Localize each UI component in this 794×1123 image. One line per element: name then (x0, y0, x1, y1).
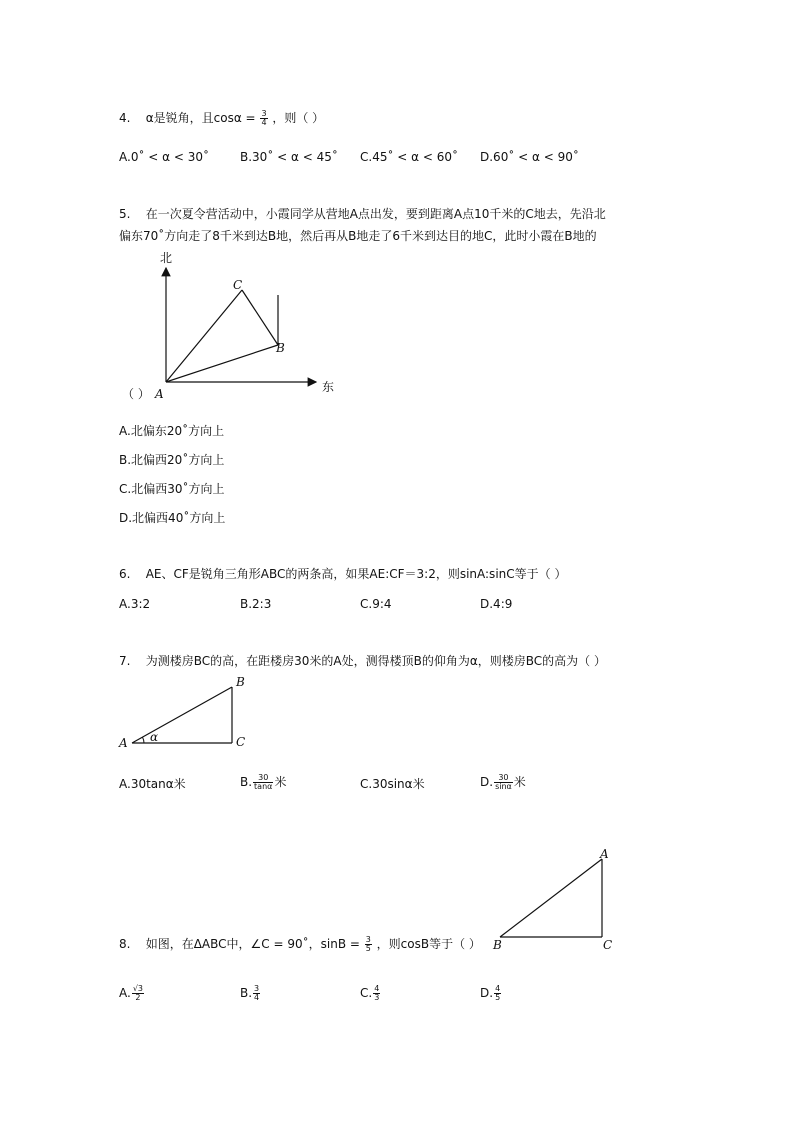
q5-label-a: A (155, 387, 164, 401)
q5-label-b: B (276, 341, 285, 355)
q6-option-a[interactable]: A.3:2 (119, 597, 151, 611)
q6-number: 6. (119, 567, 131, 581)
q7-text: 为测楼房BC的高，在距楼房30米的A处，测得楼顶B的仰角为α，则楼房BC的高为（ ） (145, 654, 606, 668)
q8-label-a: A (600, 847, 609, 861)
q8-label-b: B (493, 938, 502, 952)
q8-option-c-fraction: $\frac{4}{3}$ (374, 984, 380, 1002)
q5-option-b[interactable]: B.北偏西20˚方向上 (119, 453, 225, 467)
q5-label-c: C (233, 278, 243, 292)
q7-label-alpha: α (150, 730, 159, 744)
q8-option-a-fraction: $\frac{√3}{2}$ (132, 984, 143, 1002)
q4-number: 4. (119, 111, 131, 125)
q5-option-a[interactable]: A.北偏东20˚方向上 (119, 424, 225, 438)
q5-label-east: 东 (322, 380, 335, 394)
q6-option-b[interactable]: B.2:3 (240, 597, 272, 611)
q4-option-c[interactable]: C.45˚ < α < 60˚ (360, 150, 459, 164)
q7-option-c[interactable]: C.30sinα米 (360, 777, 425, 791)
q5-text-line1: 在一次夏令营活动中，小霞同学从营地A点出发，要到距离A点10千米的C地去，先沿北 (145, 207, 606, 221)
q8-option-b[interactable]: B. $\frac{3}{4}$ (240, 984, 260, 1002)
q7-label-a: A (119, 736, 128, 750)
q4-text-post: ，则（ ） (272, 111, 325, 125)
q8-option-c[interactable]: C. $\frac{4}{3}$ (360, 984, 380, 1002)
q4-option-b[interactable]: B.30˚ < α < 45˚ (240, 150, 338, 164)
q4-fraction: $\frac{3}{4}$ (261, 109, 267, 127)
q8-fraction: $\frac{3}{5}$ (365, 935, 371, 953)
q8-option-a[interactable]: A. $\frac{√3}{2}$ (119, 984, 143, 1002)
q7-number: 7. (119, 654, 131, 668)
q8-label-c: C (603, 938, 613, 952)
q5-paren: （ ） (122, 387, 150, 401)
q5-label-north: 北 (160, 251, 173, 265)
q7-label-c: C (236, 735, 246, 749)
q8-number: 8. (119, 937, 131, 951)
q4-text-pre: α是锐角，且cosα = (145, 111, 256, 125)
q8-option-d[interactable]: D. $\frac{4}{5}$ (480, 984, 501, 1002)
q6-option-d[interactable]: D.4:9 (480, 597, 513, 611)
q8-segment-ba (500, 859, 602, 937)
q7-option-d-fraction: $\frac{30}{\sin\alpha}$ (495, 773, 512, 791)
q6-text: AE、CF是锐角三角形ABC的两条高，如果AE:CF＝3:2，则sinA:sinC等于（ ） (145, 567, 567, 581)
q5-option-c[interactable]: C.北偏西30˚方向上 (119, 482, 225, 496)
q4-option-a[interactable]: A.0˚ < α < 30˚ (119, 150, 209, 164)
q6-option-c[interactable]: C.9:4 (360, 597, 392, 611)
q8-option-b-fraction: $\frac{3}{4}$ (254, 984, 260, 1002)
q4-option-d[interactable]: D.60˚ < α < 90˚ (480, 150, 579, 164)
q7-option-d[interactable]: D. $\frac{30}{\sin\alpha}$ 米 (480, 773, 526, 791)
q7-option-a[interactable]: A.30tanα米 (119, 777, 186, 791)
q5-stem-line2: 偏东70˚方向走了8千米到达B地，然后再从B地走了6千米到达目的地C，此时小霞在B地的 (119, 229, 597, 243)
q7-option-b[interactable]: B. $\frac{30}{\tan\alpha}$ 米 (240, 773, 287, 791)
q8-text-pre: 如图，在ΔABC中，∠C = 90˚，sinB = (145, 937, 360, 951)
q5-number: 5. (119, 207, 131, 221)
q8-text-post: ，则cosB等于（ ） (376, 937, 481, 951)
q7-label-b: B (236, 675, 245, 689)
q7-option-b-fraction: $\frac{30}{\tan\alpha}$ (254, 773, 273, 791)
q8-option-d-fraction: $\frac{4}{5}$ (495, 984, 501, 1002)
q8-stem (119, 936, 481, 953)
q5-option-d[interactable]: D.北偏西40˚方向上 (119, 511, 226, 525)
